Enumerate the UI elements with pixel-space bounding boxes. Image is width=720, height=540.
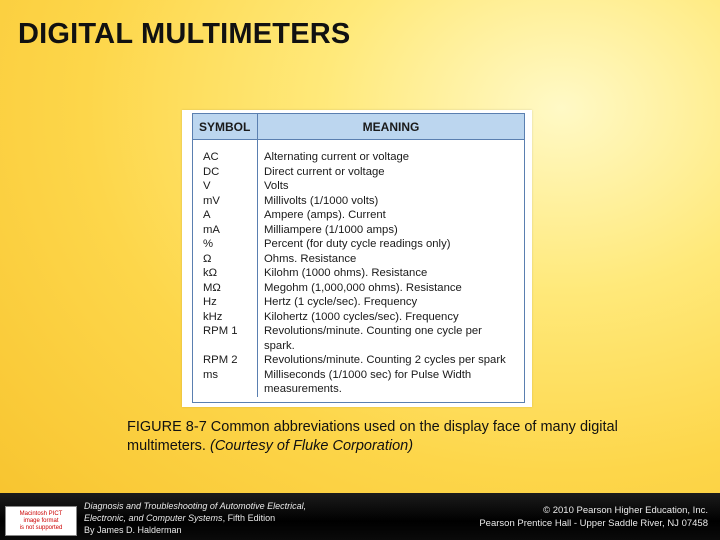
copyright-line1: © 2010 Pearson Higher Education, Inc. — [543, 505, 708, 516]
symbol-cell: % — [203, 238, 214, 250]
book-author: By James D. Halderman — [84, 525, 182, 535]
book-info — [84, 500, 364, 536]
symbol-cell: ms — [203, 368, 219, 381]
placeholder-text: image format — [23, 517, 59, 524]
meaning-cell: Milliampere (1/1000 amps) — [264, 223, 398, 236]
abbreviations-table — [192, 113, 525, 403]
header-meaning: MEANING — [362, 119, 420, 134]
symbol-cell: RPM 1 — [203, 325, 238, 337]
copyright-info — [479, 504, 708, 530]
symbol-cell: Hz — [203, 296, 217, 308]
placeholder-text: Macintosh PICT — [19, 510, 63, 517]
figure-label: FIGURE 8-7 — [127, 419, 207, 435]
figure-caption — [127, 418, 647, 456]
footer-bar — [0, 493, 720, 540]
meaning-column — [258, 140, 524, 397]
symbol-cell: Ω — [203, 252, 212, 265]
meaning-cell: Millivolts (1/1000 volts) — [264, 194, 379, 207]
meaning-cell: Kilohertz (1000 cycles/sec). Frequency — [264, 310, 459, 323]
symbol-cell: kΩ — [203, 267, 218, 279]
symbol-cell: AC — [203, 151, 219, 163]
book-title-line2: Electronic, and Computer Systems — [84, 513, 223, 523]
placeholder-text: is not supported — [19, 524, 63, 531]
meaning-cell: spark. — [264, 339, 295, 352]
unsupported-image-placeholder — [5, 506, 77, 536]
table-body — [193, 140, 524, 397]
symbol-cell: V — [203, 180, 211, 192]
table-header — [193, 114, 524, 140]
meaning-cell: Milliseconds (1/1000 sec) for Pulse Width — [264, 368, 472, 381]
meaning-cell: Alternating current or voltage — [264, 151, 410, 163]
symbol-cell: mV — [203, 194, 220, 207]
header-symbol: SYMBOL — [193, 114, 258, 139]
slide-title: DIGITAL MULTIMETERS — [18, 18, 351, 50]
meaning-cell: Volts — [264, 180, 289, 192]
symbol-cell: mA — [203, 223, 220, 236]
meaning-cell: Hertz (1 cycle/sec). Frequency — [264, 296, 418, 308]
figure-image — [182, 110, 532, 407]
symbol-cell: A — [203, 209, 211, 221]
book-edition: , Fifth Edition — [222, 513, 276, 523]
symbol-cell — [193, 339, 257, 354]
caption-credit: (Courtesy of Fluke Corporation) — [210, 438, 414, 454]
meaning-cell: Ohms. Resistance — [264, 252, 357, 265]
symbol-cell: MΩ — [203, 281, 221, 294]
symbol-cell: RPM 2 — [203, 354, 238, 366]
meaning-cell: measurements. — [264, 383, 342, 395]
book-title-line1: Diagnosis and Troubleshooting of Automotive Electrical, — [84, 501, 307, 511]
meaning-cell: Percent (for duty cycle readings only) — [264, 238, 451, 250]
symbol-cell: DC — [203, 165, 220, 178]
meaning-cell: Ampere (amps). Current — [264, 209, 386, 221]
meaning-cell: Kilohm (1000 ohms). Resistance — [264, 267, 428, 279]
symbol-column — [193, 140, 258, 397]
meaning-cell: Megohm (1,000,000 ohms). Resistance — [264, 281, 462, 294]
meaning-cell: Revolutions/minute. Counting one cycle per — [264, 325, 482, 337]
meaning-cell: Direct current or voltage — [264, 165, 385, 178]
copyright-line2: Pearson Prentice Hall - Upper Saddle River, NJ 07458 — [479, 518, 708, 529]
meaning-cell: Revolutions/minute. Counting 2 cycles per spark — [264, 354, 506, 366]
symbol-cell: kHz — [203, 310, 223, 323]
caption-text: Common abbreviations used on the display face of many digital multimeters. — [127, 419, 618, 454]
symbol-cell — [193, 382, 257, 397]
